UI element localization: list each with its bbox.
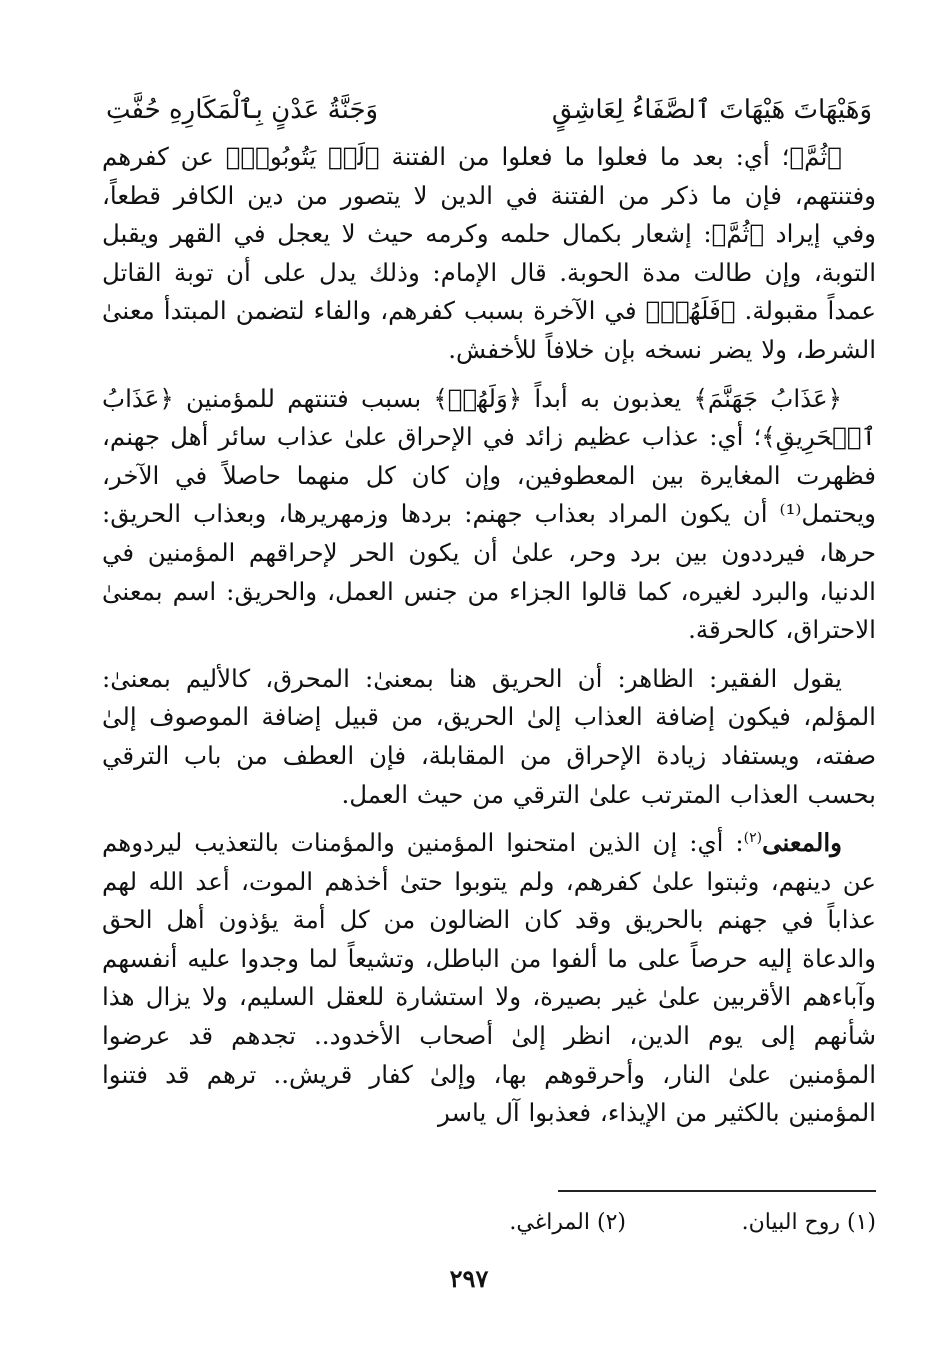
footnote-reference: (٢): [743, 829, 763, 846]
paragraph-thumma: [102, 138, 876, 370]
paragraph-al-mana: [102, 824, 876, 1133]
page-number: ٢٩٧: [449, 1264, 489, 1293]
poetry-verse: [102, 88, 876, 132]
footnote-1: (١) روح البيان.: [741, 1210, 876, 1235]
paragraph-text: : أي: إن الذين امتحنوا المؤمنين والمؤمنات بالتعذيب ليردوهم عن دينهم، وثبتوا علىٰ كفرهم، ولم يتوبوا حتىٰ أخذهم الموت، أعد الله لهم عذاباً في جهنم بالحريق وقد كان الضالون من كل أمة يؤذون أهل الحق والدعاة إليه حرصاً على ما ألفوا من الباطل، وتشيعاً لما وجدوا عليه أنفسهم وآباءهم الأقربين علىٰ غير بصيرة، ولا استشارة للعقل السليم، ولا يزال هذا شأنهم إلى يوم الدين، انظر إلىٰ أصحاب الأخدود.. تجدهم قد عرضوا المؤمنين علىٰ النار، وأحرقوهم بها، وإلىٰ كفار قريش.. ترهم قد فتنوا المؤمنين بالكثير من الإيذاء، فعذبوا آل ياسر: [102, 828, 876, 1128]
verse-hemistich-right: وَهَيْهَاتَ هَيْهَاتَ ٱلصَّفَاءُ لِعَاشِقٍ: [551, 95, 872, 125]
paragraph-text: يقول الفقير: الظاهر: أن الحريق هنا بمعنىٰ: المحرق، كالأليم بمعنىٰ: المؤلم، فيكون إضافة العذاب إلىٰ الحريق، من قبيل إضافة الموصوف إلىٰ صفته، ويستفاد زيادة الإحراق من المقابلة، فإن العطف من باب الترقي بحسب العذاب المترتب علىٰ الترقي من حيث العمل.: [102, 663, 876, 809]
footnotes: [102, 1206, 876, 1240]
paragraph-adhab-jahannam: [102, 380, 876, 650]
footnote-2: (٢) المراغي.: [509, 1210, 626, 1235]
paragraph-text: ﴿ثُمَّ﴾؛ أي: بعد ما فعلوا ما فعلوا من الفتنة ﴿لَمۡ يَتُوبُوا۟﴾ عن كفرهم وفتنتهم، فإن ما ذكر من الفتنة في الدين لا يتصور من دين الكافر قطعاً، وفي إيراد ﴿ثُمَّ﴾: إشعار بكمال حلمه وكرمه حيث لا يعجل في القهر ويقبل التوبة، وإن طالت مدة الحوبة. قال الإمام: وذلك يدل على أن توبة القاتل عمداً مقبولة. ﴿فَلَهُمۡ﴾ في الآخرة بسبب كفرهم، والفاء لتضمن المبتدأ معنىٰ الشرط، ولا يضر نسخه بإن خلافاً للأخفش.: [102, 142, 876, 364]
paragraph-text: ﴿عَذَابُ جَهَنَّمَ﴾ يعذبون به أبداً ﴿وَلَهُمۡ﴾ بسبب فتنتهم للمؤمنين ﴿عَذَابُ ٱلۡحَرِيقِ﴾؛ أي: عذاب عظيم زائد في الإحراق علىٰ عذاب سائر أهل جهنم، فظهرت المغايرة بين المعطوفين، وإن كان كل منهما حاصلاً في الآخر، ويحتمل⁽¹⁾ أن يكون المراد بعذاب جهنم: بردها وزمهريرها، وبعذاب الحريق: حرها، فيرددون بين برد وحر، علىٰ أن يكون الحر لإحراقهم المؤمنين في الدنيا، والبرد لغيره، كما قالوا الجزاء من جنس العمل، والحريق: اسم بمعنىٰ الاحتراق، كالحرقة.: [102, 383, 876, 645]
paragraph-lead-word: والمعنى: [762, 828, 842, 858]
paragraph-faqir: [102, 660, 876, 814]
verse-hemistich-left: وَجَنَّةُ عَدْنٍ بِٱلْمَكَارِهِ حُفَّتِ: [106, 95, 379, 125]
footnote-separator: [558, 1190, 876, 1192]
